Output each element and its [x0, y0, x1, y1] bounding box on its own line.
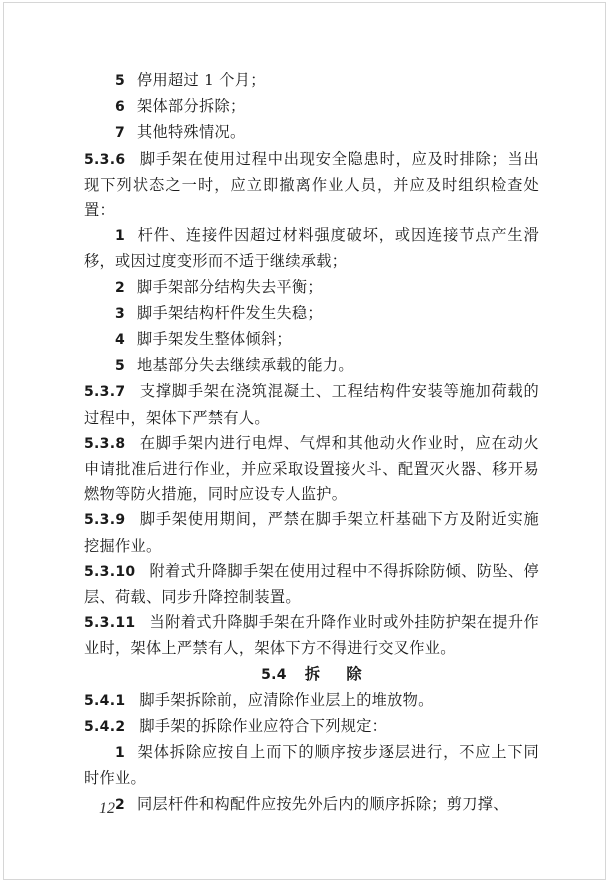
list-item	[84, 68, 539, 94]
list-item	[84, 275, 539, 301]
clause-number: 5.3.6	[84, 151, 126, 168]
clause-text: 当附着式升降脚手架在升降作业时或外挂防护架在提升作业时，架体上严禁有人，架体下方不得进行交叉作业。	[84, 613, 539, 658]
list-item	[84, 327, 539, 353]
document-page	[3, 2, 606, 880]
clause-number: 5.4.2	[84, 719, 126, 736]
clause-number: 5.3.9	[84, 512, 126, 529]
clause-text: 脚手架在使用过程中出现安全隐患时，应及时排除；当出现下列状态之一时，应立即撤离作业人员，并应及时组织检查处置：	[84, 149, 539, 220]
item-text: 架体拆除应按自上而下的顺序按步逐层进行，不应上下同时作业。	[84, 743, 539, 788]
section-title-char: 除	[346, 664, 362, 683]
item-text: 脚手架部分结构失去平衡；	[137, 277, 323, 296]
list-item	[84, 740, 539, 791]
list-item	[84, 120, 539, 146]
item-text: 同层杆件和构配件应按先外后内的顺序拆除；剪刀撑、	[137, 794, 509, 813]
page-number: 12	[99, 800, 115, 817]
item-text: 地基部分失去继续承载的能力。	[137, 356, 354, 375]
clause-5-3-8	[84, 431, 539, 508]
item-number: 2	[115, 279, 126, 296]
item-text: 脚手架发生整体倾斜；	[137, 330, 292, 349]
clause-text: 脚手架拆除前，应清除作业层上的堆放物。	[139, 690, 434, 709]
list-item	[84, 223, 539, 274]
list-item	[84, 94, 539, 120]
item-number: 6	[115, 99, 126, 116]
clause-5-3-7	[84, 379, 539, 430]
item-number: 5	[115, 73, 126, 89]
document-body	[84, 68, 539, 818]
list-item	[84, 353, 539, 379]
clause-number: 5.3.7	[84, 384, 126, 401]
clause-5-3-9	[84, 507, 539, 558]
clause-number: 5.3.8	[84, 435, 126, 452]
item-number: 3	[115, 305, 126, 322]
clause-number: 5.3.10	[84, 563, 136, 580]
item-text: 停用超过 1 个月；	[137, 71, 266, 89]
clause-5-4-1	[84, 688, 539, 714]
clause-5-4-2	[84, 714, 539, 740]
section-number: 5.4	[261, 666, 287, 683]
clause-5-3-11	[84, 610, 539, 661]
item-number: 1	[115, 228, 126, 245]
clause-text: 支撑脚手架在浇筑混凝土、工程结构件安装等施加荷载的过程中，架体下严禁有人。	[84, 382, 539, 427]
list-item	[84, 792, 539, 818]
section-title-char: 拆	[304, 664, 321, 683]
item-number: 1	[115, 745, 126, 762]
clause-number: 5.4.1	[84, 692, 126, 709]
clause-text: 在脚手架内进行电焊、气焊和其他动火作业时，应在动火申请批准后进行作业，并应采取设置接火斗、配置灭火器、移开易燃物等防火措施，同时应设专人监护。	[84, 433, 539, 504]
clause-5-3-6	[84, 147, 539, 224]
clause-text: 脚手架的拆除作业应符合下列规定：	[139, 717, 388, 736]
section-heading	[84, 662, 539, 688]
item-text: 脚手架结构杆件发生失稳；	[137, 303, 323, 322]
item-number: 2	[115, 796, 126, 813]
item-number: 7	[115, 125, 126, 142]
item-number: 5	[115, 358, 126, 375]
item-text: 其他特殊情况。	[137, 123, 246, 142]
item-text: 杆件、连接件因超过材料强度破坏，或因连接节点产生滑移，或因过度变形而不适于继续承载；	[84, 226, 539, 271]
clause-text: 脚手架使用期间，严禁在脚手架立杆基础下方及附近实施挖掘作业。	[84, 510, 539, 555]
clause-number: 5.3.11	[84, 615, 136, 632]
clause-5-3-10	[84, 559, 539, 610]
item-number: 4	[115, 332, 126, 349]
clause-text: 附着式升降脚手架在使用过程中不得拆除防倾、防坠、停层、荷载、同步升降控制装置。	[84, 561, 539, 607]
list-item	[84, 301, 539, 327]
item-text: 架体部分拆除；	[137, 97, 246, 116]
